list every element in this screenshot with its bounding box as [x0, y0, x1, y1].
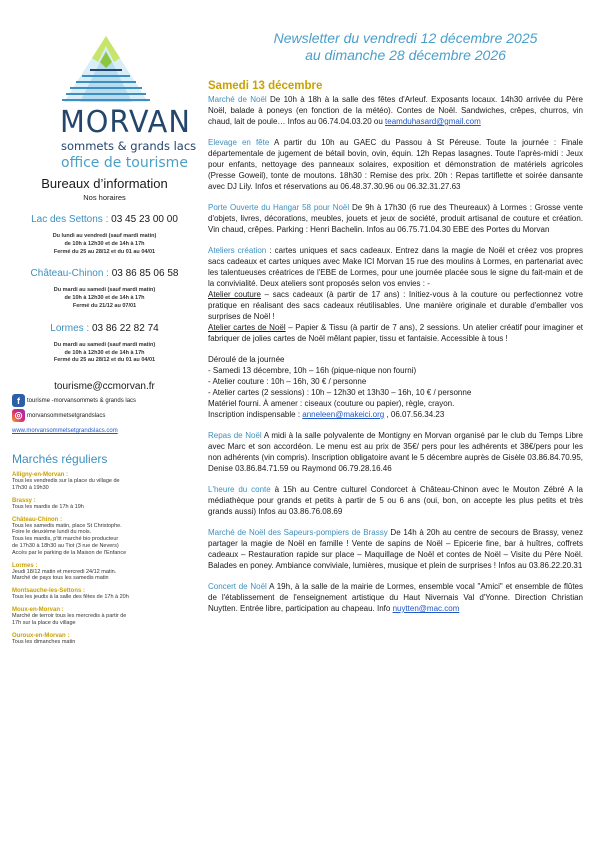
atelier-cartes-text: – Papier & Tissu (à partir de 7 ans), 2 sessions. Un atelier créatif pour imaginer et fabriquer de jolies cartes de Noël mêlant papier, tissu et fantaisie. Accessible à tous ! — [208, 323, 583, 343]
event-title: Elevage en fête — [208, 138, 270, 147]
office-name: Lac des Settons : — [31, 214, 109, 225]
event-item — [208, 581, 583, 614]
market-desc: Tous les mardis de 17h à 19h — [12, 503, 84, 510]
market-desc: Jeudi 18/12 matin et mercredi 24/12 matin. Marché de pays tous les samedis matin — [12, 568, 117, 582]
inscription-phone: , 06.07.56.34.23 — [384, 410, 445, 419]
event-item — [208, 245, 583, 344]
facebook-link[interactable] — [12, 394, 197, 407]
event-title: Marché de Noël des Sapeurs-pompiers de Brassy — [208, 528, 388, 537]
office-name: Lormes : — [50, 322, 90, 334]
horaires-label: Nos horaires — [83, 193, 126, 202]
event-item — [208, 94, 583, 127]
office-phone[interactable]: 03 45 23 00 00 — [111, 214, 178, 225]
instagram-label: morvansommetsetgrandslacs — [27, 412, 106, 419]
event-text: De 10h à 18h à la salle des fêtes d'Arleuf. Exposants locaux. 14h30 arrivée du Père Noël, balade à poneys (en fonction de la météo). Contes de Noël. Sandwiches, crêpes, churros, vin chaud, lait de poule… Infos au 06.74.04.03.20 ou — [208, 95, 583, 126]
market-town: Montsauche-les-Settons : — [12, 588, 86, 595]
office-chateau-chinon — [12, 268, 197, 310]
market-town: Ouroux-en-Morvan : — [12, 632, 70, 639]
inscription-email-link[interactable]: anneleen@makeici.org — [302, 410, 385, 419]
atelier-couture-text: – sacs cadeaux (à partir de 17 ans) : Initiez-vous à la couture ou perfectionnez votre pratique en réalisant des sacs cadeaux réutilisables. Une manière originale et durable d'emballer vos surprises de Noël ! — [208, 290, 583, 321]
market-item — [12, 607, 197, 627]
market-item — [12, 517, 197, 557]
event-text: De 9h à 17h30 (6 rue des Theureaux) à Lormes : Grosse vente d'objets, livres, décorations, meubles, jouets et jeux de société, produit artisanal de couture et création. Vin chaud, crêpes. Parking : Henri Bachelin. Infos au 06.75.71.04.30 EBE des Portes du Morvan — [208, 203, 583, 234]
instagram-icon: ◎ — [12, 409, 25, 422]
event-text: De 14h à 20h au centre de secours de Brassy, venez partager la magie de Noël en famille ! Vente de sapins de Noël – Epicerie fine, bar à huîtres, coffrets cadeaux – Restauration rapide sur place – Maquillage de Noël et contes de Noël – Visite du Père Noël. Balades en poney. Ambiance conviviale, lumières, musique et plein de surprises ! Infos au 03.86.22.20.31 — [208, 528, 584, 570]
event-title: Concert de Noël — [208, 582, 267, 591]
event-item — [208, 484, 583, 517]
office-hours: Du lundi au vendredi (sauf mardi matin) de 10h à 12h30 et de 14h à 17h Fermé du 25 au 28/12 et du 01 au 04/01 — [52, 233, 157, 255]
event-title: Porte Ouverte du Hangar 58 pour Noël — [208, 203, 350, 212]
event-email-link[interactable]: teamduhasard@gmail.com — [385, 117, 481, 126]
market-desc: Marché de terroir tous les mercredis à partir de 17h sur la place du village — [12, 612, 127, 626]
market-item — [12, 498, 197, 511]
logo-name: MORVAN — [60, 105, 191, 140]
newsletter-title-line2: au dimanche 28 décembre 2026 — [305, 47, 506, 63]
market-desc: Tous les samedis matin, place St Christophe. Foire le deuxième lundi du mois. Tous les mardis, p'tit marché bio producteur de 17h30 à 18h30 au Tiot (3 rue de Nevers) Accès par le parking de la Maison de l'Enfance — [12, 522, 127, 556]
facebook-label: tourisme -morvansommets & grands lacs — [27, 397, 137, 404]
event-item — [208, 430, 583, 474]
market-desc: Tous les dimanches matin — [12, 638, 76, 645]
bureaux-title: Bureaux d’information — [41, 176, 168, 191]
atelier-cartes-label: Atelier cartes de Noël — [208, 323, 286, 332]
newsletter-title-line1: Newsletter du vendredi 12 décembre 2025 — [273, 30, 538, 46]
event-title: Repas de Noël — [208, 431, 262, 440]
inscription-text: Inscription indispensable : — [208, 410, 303, 419]
facebook-icon: f — [12, 394, 25, 407]
event-text: A partir du 10h au GAEC du Passou à St Péreuse. Toute la journée : Finale départementale de jugement de bétail bovin, ovin, équin. 12h Repas lasagnes. Toute l'après-midi : Jeux pour enfants, nettoyage des panneaux solaires, exposition et démonstration de matériels agricoles (Presse Goweil), tonte de moutons. 18h30 : Remise des prix. 20h : Repas tartiflette et soirée dansante avec DJ Lily. Infos et réservations au 06.48.37.30.96 ou 06.32.31.27.63 — [208, 138, 583, 191]
logo-subtitle: sommets & grands lacs — [61, 139, 197, 153]
market-town: Alligny-en-Morvan : — [12, 472, 69, 479]
office-settons — [12, 214, 197, 256]
office-lormes — [12, 323, 197, 365]
event-title: L'heure du conte — [208, 485, 271, 494]
office-hours: Du mardi au samedi (sauf mardi matin) de 10h à 12h30 et de 14h à 17h Fermé du 25 au 28/12 et du 01 au 04/01 — [53, 341, 156, 364]
market-item — [12, 472, 197, 492]
date-heading: Samedi 13 décembre — [208, 80, 323, 92]
market-desc: Tous les jeudis à la salle des fêtes de 17h à 20h — [12, 594, 129, 601]
event-item — [208, 202, 583, 235]
newsletter-header — [228, 30, 583, 64]
mountain-logo-icon — [60, 32, 152, 102]
market-item — [12, 563, 197, 583]
marches-title: Marchés réguliers — [12, 452, 108, 467]
main-content — [208, 30, 583, 614]
website-link[interactable]: www.morvansommetsetgrandslacs.com — [12, 428, 118, 435]
event-text: : cartes uniques et sacs cadeaux. Entrez dans la magie de Noël et créez vos propres sacs cadeaux et cartes uniques avec Make ICI Morvan 15 rue des moulins à Lormes, en partenariat avec les talentueuses créatrices de l'EBE de Lormes, pour une journée placée sous le signe du fait-main et de la convivialité. Deux ateliers sont proposés selon vos envies : - — [208, 246, 584, 288]
office-name: Château-Chinon : — [30, 268, 109, 280]
office-hours: Du mardi au samedi (sauf mardi matin) de 10h à 12h30 et de 14h à 17h Fermé du 21/12 au 07/01 — [53, 287, 156, 309]
event-item — [208, 527, 583, 571]
event-text: A 19h, à la salle de la mairie de Lormes, ensemble vocal "Amici" et ensemble de flûtes de l'établissement de l'enseignement artistique du Haut Nivernais Val d'Yonne. Direction Christian Nuytten. Entrée libre, participation au chapeau. Info — [208, 582, 584, 613]
event-text: A midi à la salle polyvalente de Montigny en Morvan organisé par le club du Temps Libre avec Marc et son accordéon. Le menu est au prix de 35€/ pers pour les adhérents et 38€/pers pour les non adhérents (vin compris). Inscription obligatoire avant le 5 décembre auprès de Gisèle 03.86.84.70.95, Denise 03.86.84.71.59 ou Raymond 06.79.28.16.46 — [208, 431, 584, 473]
market-item — [12, 633, 197, 646]
instagram-link[interactable] — [12, 409, 197, 422]
market-town: Lormes : — [12, 562, 38, 569]
market-town: Brassy : — [12, 497, 36, 504]
morvan-logo — [12, 12, 197, 170]
event-email-link[interactable]: nuytten@mac.com — [392, 604, 460, 613]
sidebar — [12, 12, 197, 645]
office-phone[interactable]: 03 86 85 06 58 — [111, 268, 179, 280]
deroule-journee: Déroulé de la journée - Samedi 13 décembre, 10h – 16h (pique-nique non fourni) - Atelier couture : 10h – 16h, 30 € / personne - Atelier cartes (2 sessions) : 10h – 12h30 et 13h30 – 16h, 10 € / personne Matériel fourni. À amener : ciseaux (couture ou papier), règle, crayon. — [208, 355, 472, 408]
market-desc: Tous les vendredis sur la place du village de 17h30 à 19h30 — [12, 478, 120, 491]
event-title: Ateliers création — [208, 246, 267, 255]
market-item — [12, 588, 197, 601]
market-town: Château-Chinon : — [12, 516, 62, 523]
market-town: Moux-en-Morvan : — [12, 606, 64, 613]
contact-email[interactable]: tourisme@ccmorvan.fr — [54, 381, 155, 393]
logo-office: office de tourisme — [61, 155, 188, 171]
event-title: Marché de Noël — [208, 95, 267, 104]
event-text: à 15h au Centre culturel Condorcet à Château-Chinon avec le Mouton Zébré A la médiathèque pour grands et petits à partir de 5 ou 6 ans (oui, bon, on accepte les plus petits et très grands aussi) Infos au 03.86.76.08.69 — [208, 485, 583, 516]
office-phone[interactable]: 03 86 22 82 74 — [91, 322, 159, 334]
inscription-line — [208, 409, 583, 420]
event-item — [208, 137, 583, 192]
atelier-couture-label: Atelier couture — [208, 290, 261, 299]
